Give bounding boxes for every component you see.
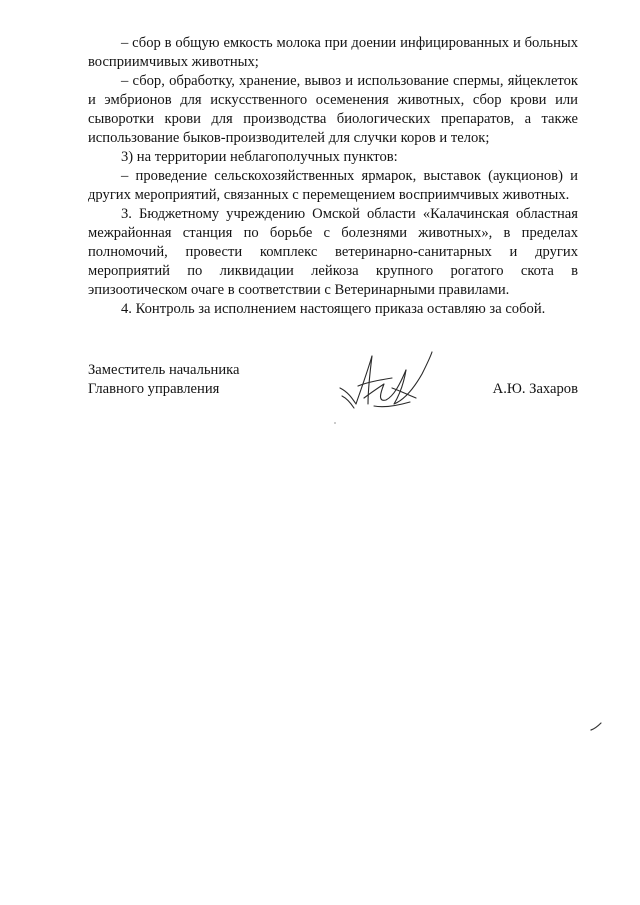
signatory-position: [88, 361, 240, 399]
paragraph-item-3: 3. Бюджетному учреждению Омской области «Калачинская областная межрайонная станция по борьбе с болезнями животных», в пределах полномочий, провести комплекс ветеринарно-санитарных и других мероприятий по ликвидации лейкоза крупного рогатого скота в эпизоотическом очаге в соответствии с Ветеринарными правилами.: [88, 206, 578, 298]
paragraph-milk-collection: – сбор в общую емкость молока при доении инфицированных и больных восприимчивых животных;: [88, 35, 578, 70]
signatory-position-line1: Заместитель начальника: [88, 362, 240, 378]
handwritten-signature: [334, 348, 444, 414]
paragraph-sperm-collection: – сбор, обработку, хранение, вывоз и использование спермы, яйцеклеток и эмбрионов для искусственного осеменения животных, сбор крови или сыворотки крови для производства биологических препаратов, а также использование быков-производителей для случки коров и телок;: [88, 73, 578, 146]
signatory-name: А.Ю. Захаров: [492, 381, 578, 397]
signature-block: [88, 361, 578, 421]
paragraph-territory-heading: 3) на территории неблагополучных пунктов:: [121, 149, 398, 165]
paragraph-item-4: 4. Контроль за исполнением настоящего приказа оставляю за собой.: [121, 301, 546, 317]
signatory-position-line2: Главного управления: [88, 381, 220, 397]
scan-speck: [334, 422, 336, 424]
paragraph-fairs: – проведение сельскохозяйственных ярмарок, выставок (аукционов) и других мероприятий, связанных с перемещением восприимчивых животных.: [88, 168, 578, 203]
scan-mark: [590, 722, 602, 732]
document-body: [88, 34, 578, 319]
